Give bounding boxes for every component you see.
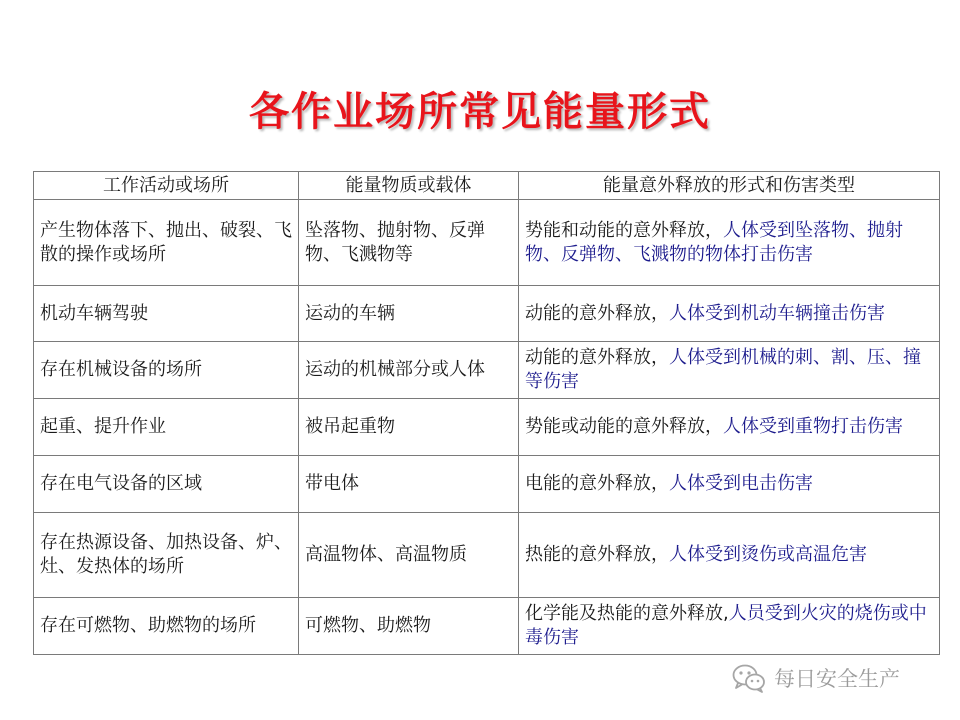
cell-carrier: 带电体 xyxy=(299,456,519,513)
release-text: 势能或动能的意外释放， xyxy=(525,416,723,437)
table-row xyxy=(34,513,940,598)
release-text: 动能的意外释放， xyxy=(525,302,669,324)
cell-release-type xyxy=(519,513,940,598)
release-text: 化学能及热能的意外释放, xyxy=(525,603,729,624)
release-text: 热能的意外释放， xyxy=(525,544,669,565)
energy-table xyxy=(33,171,940,655)
cell-activity: 机动车辆驾驶 xyxy=(34,286,299,342)
table-row xyxy=(34,399,940,456)
cell-release-type xyxy=(519,342,940,399)
page-title: 各作业场所常见能量形式 xyxy=(249,89,711,135)
table-row xyxy=(34,200,940,286)
cell-carrier: 高温物体、高温物质 xyxy=(299,513,519,598)
watermark-text: 每日安全生产 xyxy=(774,667,900,691)
injury-text: 人体受到坠落物、抛射物、反弹物、飞溅物的物体打击伤害 xyxy=(525,219,903,265)
cell-activity: 存在可燃物、助燃物的场所 xyxy=(34,598,299,655)
cell-release-type xyxy=(519,200,940,286)
cell-activity: 存在机械设备的场所 xyxy=(34,342,299,399)
wechat-icon xyxy=(732,663,766,693)
watermark xyxy=(732,662,900,694)
injury-text: 人体受到重物打击伤害 xyxy=(723,416,903,437)
cell-carrier: 可燃物、助燃物 xyxy=(299,598,519,655)
release-text: 电能的意外释放， xyxy=(525,473,669,494)
header-activity: 工作活动或场所 xyxy=(34,172,299,200)
cell-release-type xyxy=(519,598,940,655)
cell-carrier: 运动的车辆 xyxy=(299,286,519,342)
header-release-type: 能量意外释放的形式和伤害类型 xyxy=(519,172,940,200)
cell-activity: 起重、提升作业 xyxy=(34,399,299,456)
cell-carrier: 运动的机械部分或人体 xyxy=(299,342,519,399)
cell-carrier: 被吊起重物 xyxy=(299,399,519,456)
injury-text: 人体受到机动车辆撞击伤害 xyxy=(669,302,885,324)
release-text: 动能的意外释放， xyxy=(525,347,669,368)
injury-text: 人体受到机械的刺、割、压、撞等伤害 xyxy=(525,347,921,392)
table-header-row xyxy=(34,172,940,200)
table-row xyxy=(34,342,940,399)
table-row xyxy=(34,456,940,513)
injury-text: 人员受到火灾的烧伤或中毒伤害 xyxy=(525,603,927,648)
cell-activity: 产生物体落下、抛出、破裂、飞散的操作或场所 xyxy=(34,200,299,286)
table-row xyxy=(34,286,940,342)
cell-carrier: 坠落物、抛射物、反弹物、飞溅物等 xyxy=(299,200,519,286)
header-carrier: 能量物质或载体 xyxy=(299,172,519,200)
injury-text: 人体受到电击伤害 xyxy=(669,473,813,494)
cell-activity: 存在热源设备、加热设备、炉、灶、发热体的场所 xyxy=(34,513,299,598)
release-text: 势能和动能的意外释放， xyxy=(525,219,723,241)
cell-activity: 存在电气设备的区域 xyxy=(34,456,299,513)
table-row xyxy=(34,598,940,655)
cell-release-type xyxy=(519,456,940,513)
cell-release-type xyxy=(519,399,940,456)
cell-release-type xyxy=(519,286,940,342)
injury-text: 人体受到烫伤或高温危害 xyxy=(669,544,867,565)
